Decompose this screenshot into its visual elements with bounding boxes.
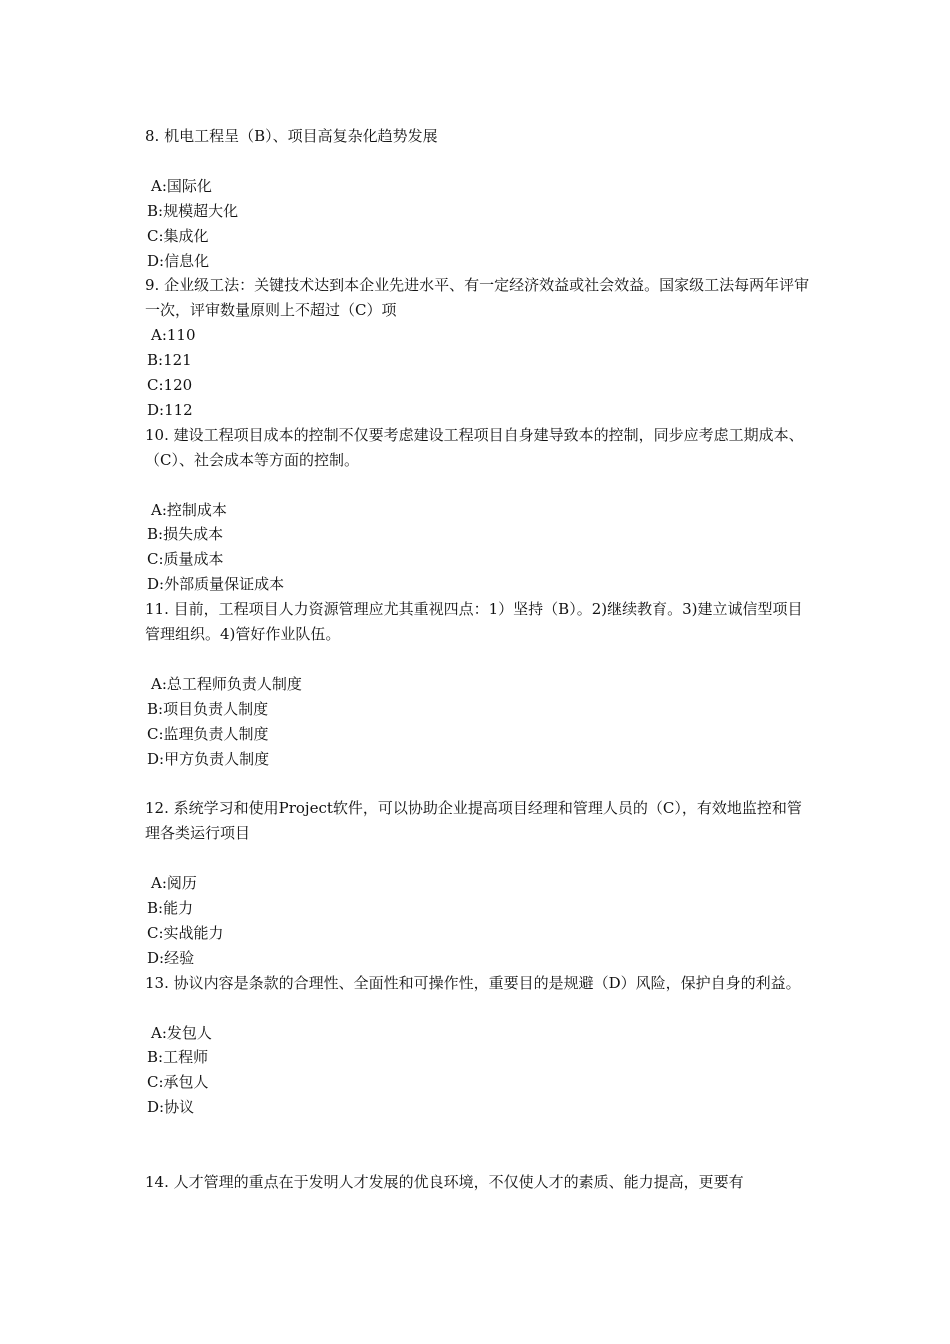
option-a: A:控制成本 bbox=[151, 500, 227, 519]
spacer bbox=[145, 149, 810, 174]
question-11: 11. 目前，工程项目人力资源管理应尤其重视四点：1）坚持（B）。2)继续教育。3)建立诚信型项目管理组织。4)管好作业队伍。 bbox=[145, 600, 803, 644]
option-b: B:损失成本 bbox=[147, 525, 224, 544]
option-a: A:发包人 bbox=[151, 1023, 212, 1042]
option-c: C:质量成本 bbox=[147, 550, 224, 569]
option-d: D:信息化 bbox=[147, 251, 210, 270]
spacer bbox=[145, 772, 810, 797]
option-b: B:工程师 bbox=[147, 1048, 209, 1067]
document-body bbox=[145, 124, 810, 1195]
option-d: D:外部质量保证成本 bbox=[147, 575, 285, 594]
option-b: B:121 bbox=[147, 351, 192, 370]
option-c: C:120 bbox=[147, 376, 193, 395]
option-c: C:集成化 bbox=[147, 226, 209, 245]
spacer bbox=[145, 647, 810, 672]
question-12: 12. 系统学习和使用Project软件，可以协助企业提高项目经理和管理人员的（C），有效地监控和管理各类运行项目 bbox=[145, 799, 802, 843]
option-d: D:协议 bbox=[147, 1098, 195, 1117]
option-a: A:110 bbox=[151, 326, 196, 345]
option-c: C:承包人 bbox=[147, 1073, 209, 1092]
question-8: 8. 机电工程呈（B）、项目高复杂化趋势发展 bbox=[145, 127, 438, 145]
option-c: C:实战能力 bbox=[147, 923, 224, 942]
option-d: D:甲方负责人制度 bbox=[147, 749, 270, 768]
question-14: 14. 人才管理的重点在于发明人才发展的优良环境，不仅使人才的素质、能力提高，更要有 bbox=[145, 1172, 744, 1191]
option-d: D:经验 bbox=[147, 948, 195, 967]
spacer bbox=[145, 1120, 810, 1170]
option-b: B:项目负责人制度 bbox=[147, 699, 269, 718]
option-a: A:国际化 bbox=[151, 176, 212, 195]
spacer bbox=[145, 473, 810, 498]
question-13: 13. 协议内容是条款的合理性、全面性和可操作性，重要目的是规避（D）风险，保护自身的利益。 bbox=[145, 973, 801, 992]
option-a: A:阅历 bbox=[151, 874, 197, 893]
option-c: C:监理负责人制度 bbox=[147, 724, 269, 743]
option-d: D:112 bbox=[147, 400, 193, 419]
option-b: B:规模超大化 bbox=[147, 201, 239, 220]
question-9: 9. 企业级工法：关键技术达到本企业先进水平、有一定经济效益或社会效益。国家级工法每两年评审一次，评审数量原则上不超过（C）项 bbox=[145, 276, 810, 320]
question-10: 10. 建设工程项目成本的控制不仅要考虑建设工程项目自身建导致本的控制，同步应考虑工期成本、（C）、社会成本等方面的控制。 bbox=[145, 425, 804, 469]
option-b: B:能力 bbox=[147, 899, 194, 918]
spacer bbox=[145, 996, 810, 1021]
option-a: A:总工程师负责人制度 bbox=[151, 674, 302, 693]
spacer bbox=[145, 846, 810, 871]
